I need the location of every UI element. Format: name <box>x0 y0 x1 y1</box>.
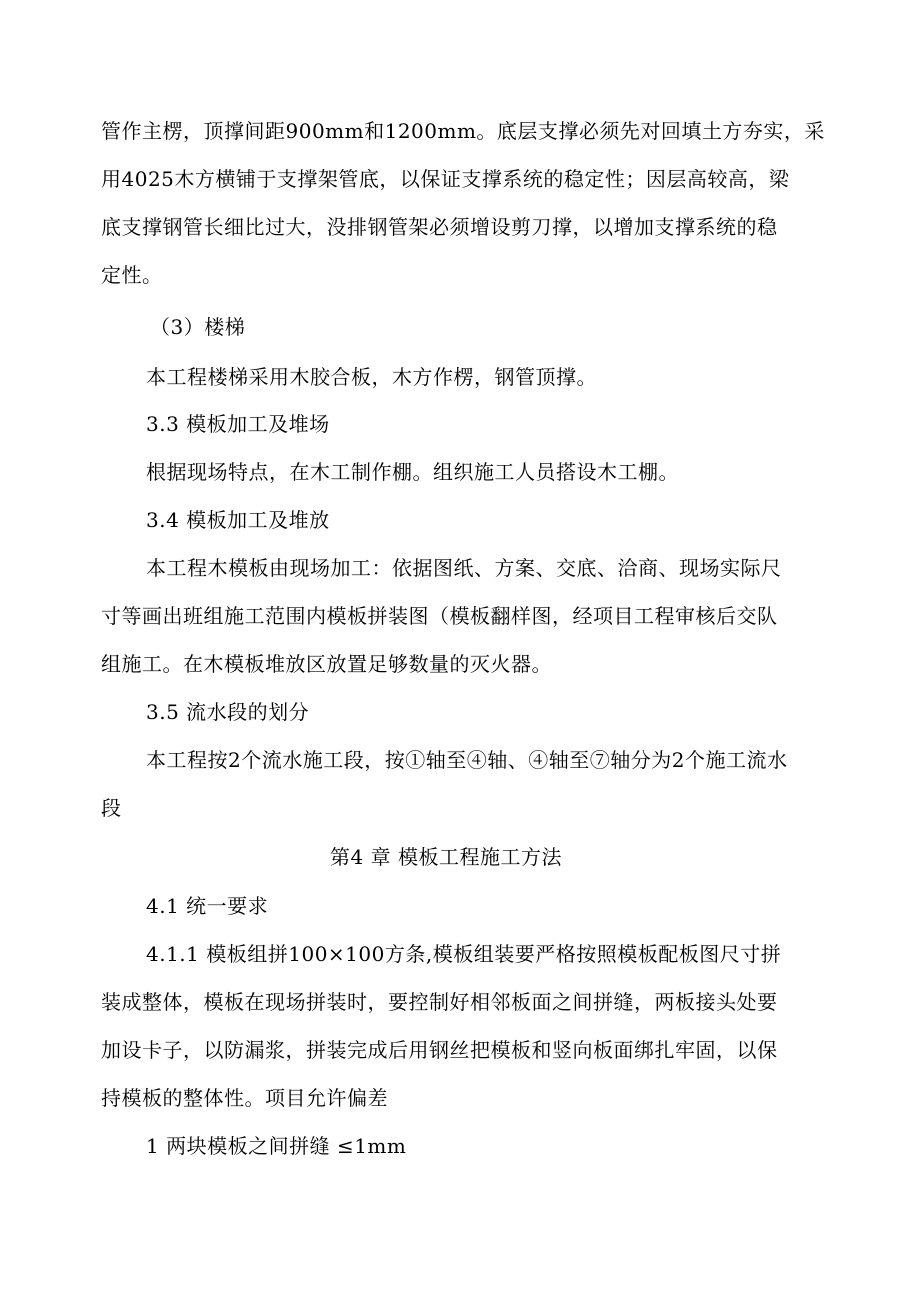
section-heading: 4.1 统一要求 <box>146 894 269 918</box>
section-heading: 3.4 模板加工及堆放 <box>146 508 330 532</box>
body-text-line: 加设卡子，以防漏浆，拼装完成后用钢丝把模板和竖向板面绑扎牢固，以保 <box>101 1038 778 1062</box>
subsection-heading: （3）楼梯 <box>150 315 246 339</box>
section-heading: 3.5 流水段的划分 <box>146 700 310 724</box>
body-text-line: 用4025木方横铺于支撑架管底，以保证支撑系统的稳定性；因层高较高，梁 <box>101 167 790 191</box>
body-text-line: 本工程木模板由现场加工：依据图纸、方案、交底、洽商、现场实际尺 <box>146 556 782 580</box>
body-text-line: 4.1.1 模板组拼100×100方条,模板组装要严格按照模板配板图尺寸拼 <box>146 942 782 966</box>
body-text-line: 定性。 <box>101 263 163 287</box>
body-text-line: 底支撑钢管长细比过大，没排钢管架必须增设剪刀撑，以增加支撑系统的稳 <box>101 215 778 239</box>
chapter-title: 第4 章 模板工程施工方法 <box>330 845 562 869</box>
body-text-line: 管作主楞，顶撑间距900mm和1200mm。底层支撑必须先对回填土方夯实，采 <box>101 119 825 143</box>
body-text-line: 本工程楼梯采用木胶合板，木方作楞，钢管顶撑。 <box>146 365 597 389</box>
body-text-line: 本工程按2个流水施工段，按①轴至④轴、④轴至⑦轴分为2个施工流水 <box>146 748 788 772</box>
list-item: 1 两块模板之间拼缝 ≤1mm <box>146 1134 407 1158</box>
body-text-line: 根据现场特点，在木工制作棚。组织施工人员搭设木工棚。 <box>146 460 679 484</box>
body-text-line: 组施工。在木模板堆放区放置足够数量的灭火器。 <box>101 652 552 676</box>
body-text-line: 段 <box>101 796 122 820</box>
section-heading: 3.3 模板加工及堆场 <box>146 412 330 436</box>
body-text-line: 装成整体，模板在现场拼装时，要控制好相邻板面之间拼缝，两板接头处要 <box>101 990 778 1014</box>
body-text-line: 寸等画出班组施工范围内模板拼装图（模板翻样图，经项目工程审核后交队 <box>101 604 778 628</box>
body-text-line: 持模板的整体性。项目允许偏差 <box>101 1086 388 1110</box>
